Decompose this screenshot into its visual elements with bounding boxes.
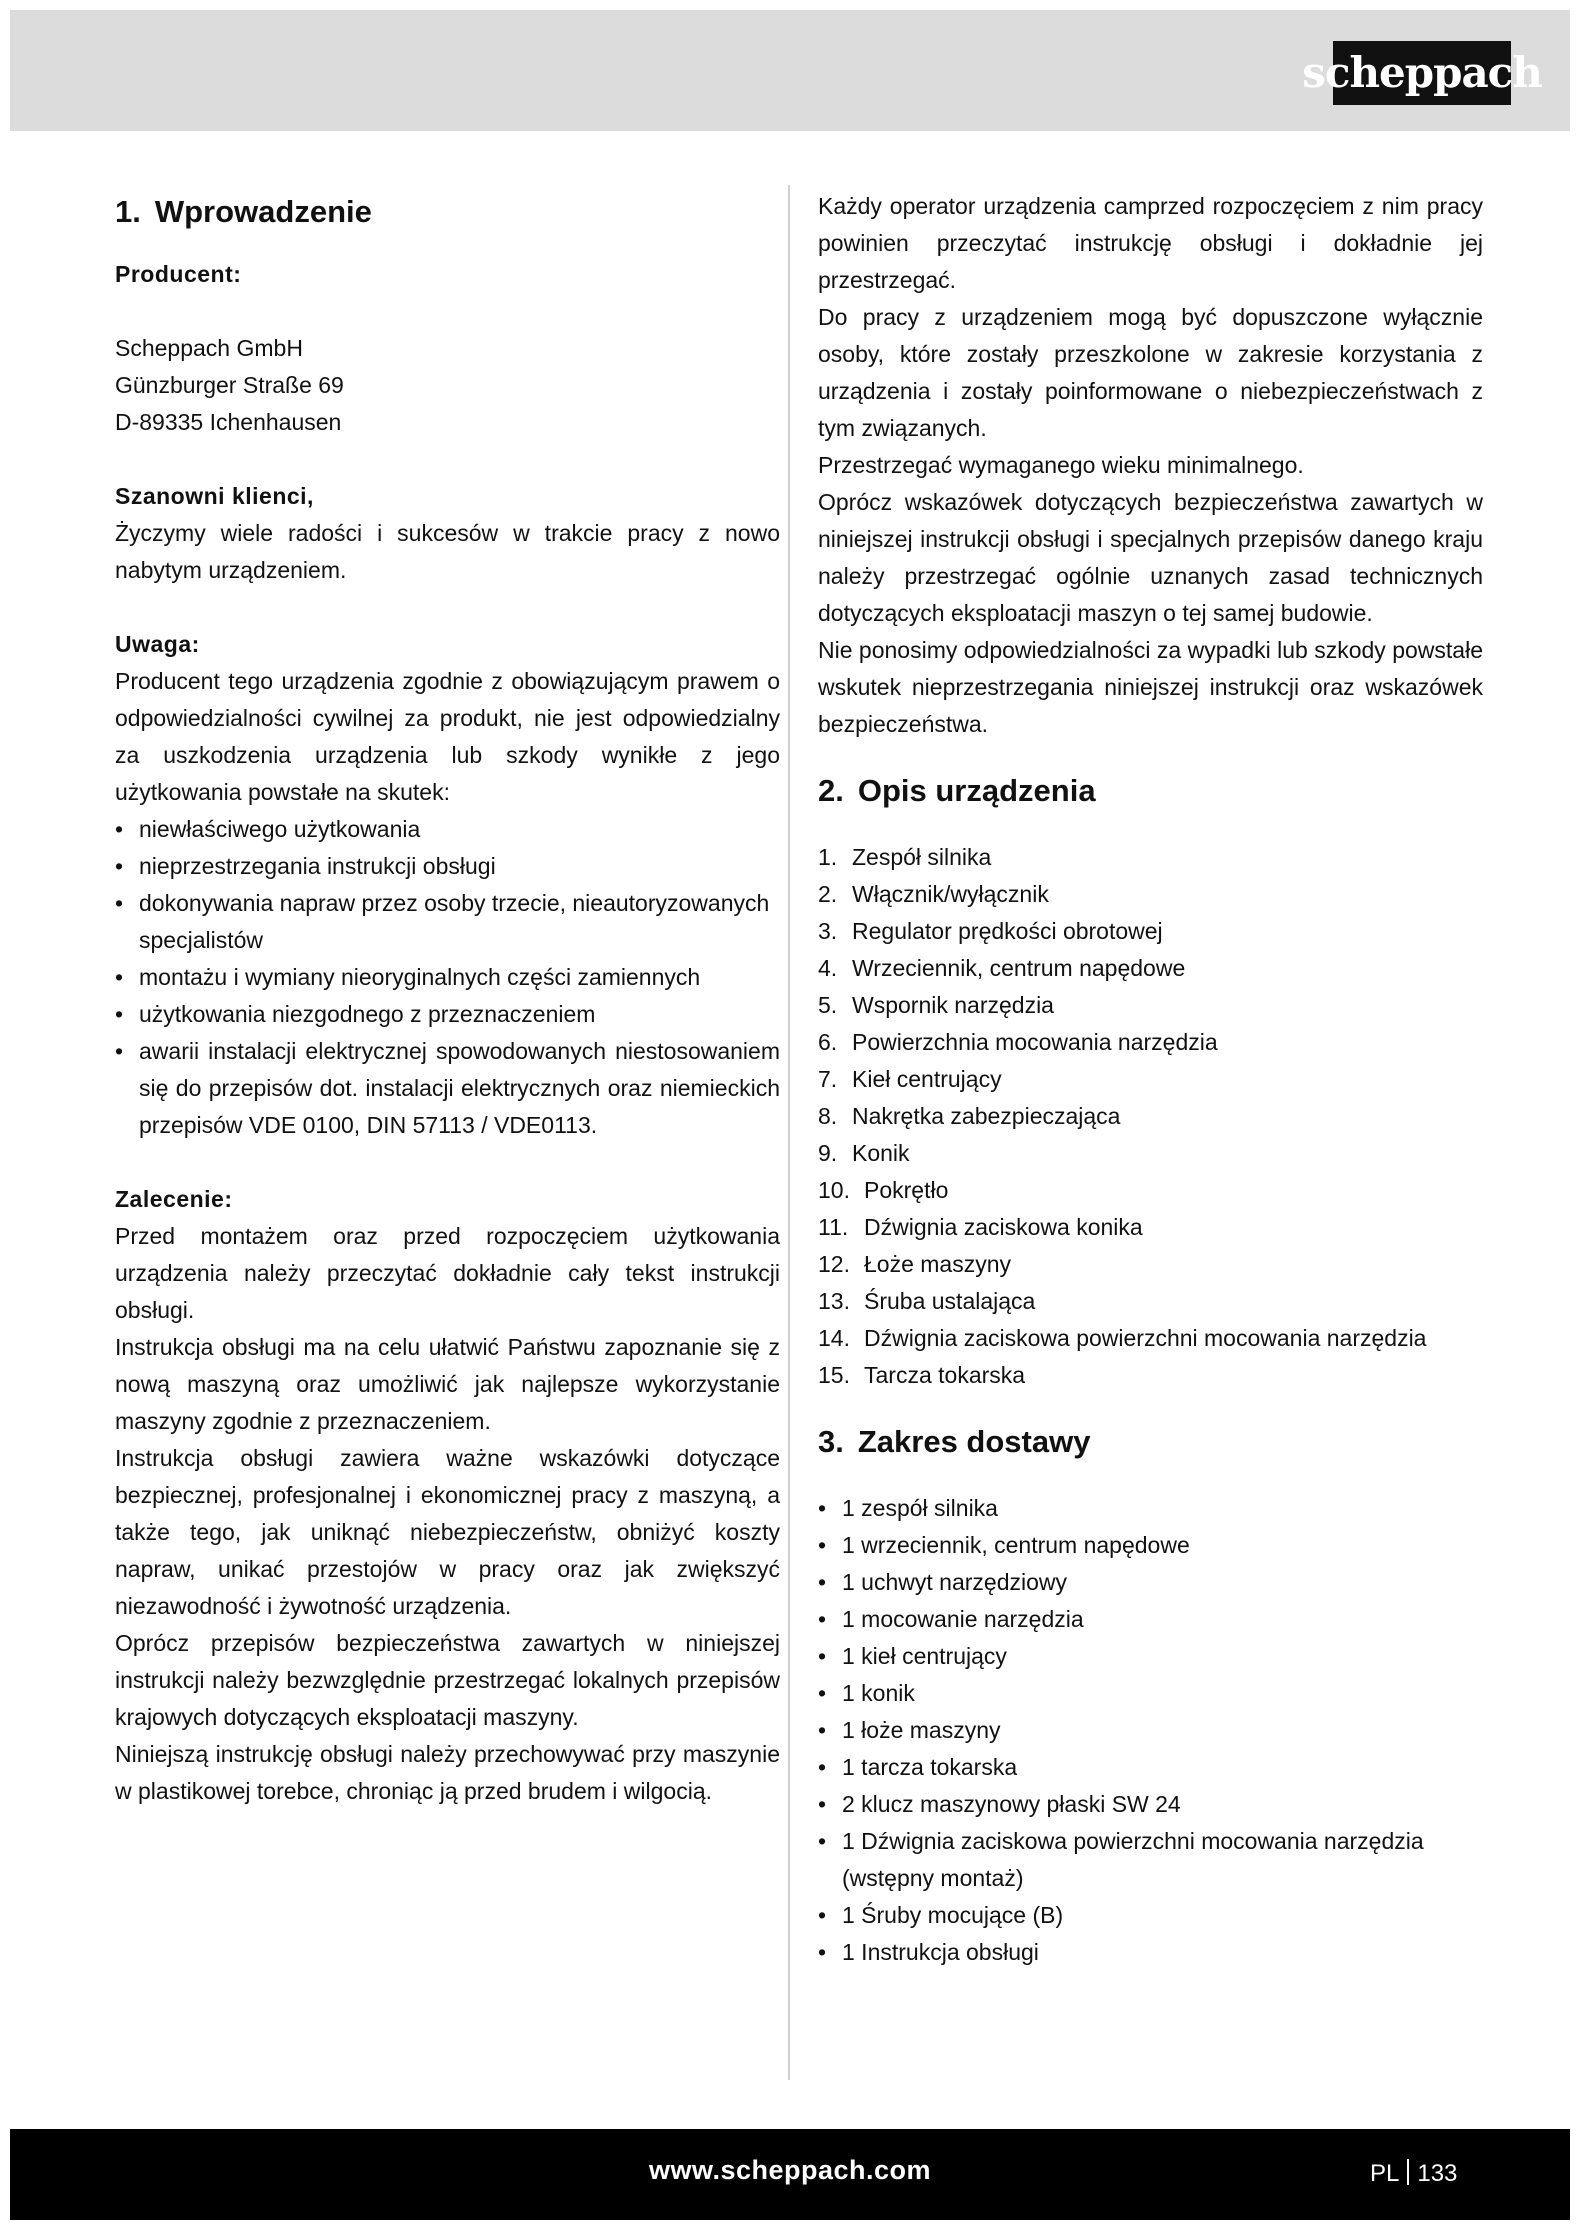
list-item: • dokonywania napraw przez osoby trzecie, nieautoryzowanych specjalistów xyxy=(115,885,780,959)
list-item: • montażu i wymiany nieoryginalnych części zamiennych xyxy=(115,959,780,996)
intro-paragraph: Oprócz wskazówek dotyczących bezpieczeństwa zawartych w niniejszej instrukcji obsługi i specjalnych przepisów danego kraju należy przestrzegać ogólnie uznanych zasad technicznych dotyczących eksploatacji maszyn o tej samej budowie. xyxy=(818,489,1483,626)
note-bullet-list xyxy=(115,811,780,1144)
note-label: Uwaga: xyxy=(115,631,200,657)
intro-paragraph: Przestrzegać wymaganego wieku minimalnego. xyxy=(818,452,1304,478)
page-number: PL 133 xyxy=(1370,2160,1458,2187)
recommendation-paragraph: Instrukcja obsługi ma na celu ułatwić Państwu zapoznanie się z nową maszyną oraz umożliwić jak najlepsze wykorzystanie maszyny zgodnie z przeznaczeniem. xyxy=(115,1334,780,1434)
recommendation-paragraph: Oprócz przepisów bezpieczeństwa zawartych w niniejszej instrukcji należy bezwzględnie przestrzegać lokalnych przepisów krajowych dotyczących eksploatacji maszyny. xyxy=(115,1630,780,1730)
footer-band xyxy=(10,2129,1570,2220)
section-1-heading: 1. Wprowadzenie xyxy=(115,194,372,229)
list-item: • awarii instalacji elektrycznej spowodowanych niestosowaniem się do przepisów dot. instalacji elektrycznych oraz niemieckich przepisów VDE 0100, DIN 57113 / VDE0113. xyxy=(115,1033,780,1144)
list-item: 1. Zespół silnika xyxy=(818,844,992,870)
list-item: • 1 zespół silnika xyxy=(818,1490,1483,1527)
intro-paragraph: Do pracy z urządzeniem mogą być dopuszczone wyłącznie osoby, które zostały przeszkolone w zakresie korzystania z urządzenia i zostały poinformowane o niebezpieczeństwach z tym związanych. xyxy=(818,304,1483,441)
list-item: 8. Nakrętka zabezpieczająca xyxy=(818,1103,1121,1129)
producer-label: Producent: xyxy=(115,261,242,287)
intro-paragraph: Każdy operator urządzenia camprzed rozpoczęciem z nim pracy powinien przeczytać instrukcję obsługi i dokładnie jej przestrzegać. xyxy=(818,193,1483,293)
list-item: • 1 uchwyt narzędziowy xyxy=(818,1564,1483,1601)
list-item: • 1 konik xyxy=(818,1675,1483,1712)
dear-customers-text: Życzymy wiele radości i sukcesów w trakcie pracy z nowo nabytym urządzeniem. xyxy=(115,520,780,583)
intro-paragraph: Nie ponosimy odpowiedzialności za wypadki lub szkody powstałe wskutek nieprzestrzegania niniejszej instrukcji oraz wskazówek bezpieczeństwa. xyxy=(818,637,1483,737)
note-text: Producent tego urządzenia zgodnie z obowiązującym prawem o odpowiedzialności cywilnej za produkt, nie jest odpowiedzialny za uszkodzenia urządzenia lub szkody wynikłe z jego użytkowania powstałe na skutek: xyxy=(115,668,780,805)
list-item: 10. Pokrętło xyxy=(818,1177,949,1203)
list-item: • 1 łoże maszyny xyxy=(818,1712,1483,1749)
list-item: • 2 klucz maszynowy płaski SW 24 xyxy=(818,1786,1483,1823)
list-item: 15. Tarcza tokarska xyxy=(818,1362,1026,1388)
list-item: 9. Konik xyxy=(818,1140,910,1166)
list-item: • 1 Dźwignia zaciskowa powierzchni mocowania narzędzia (wstępny montaż) xyxy=(818,1823,1483,1897)
section-2-heading: 2. Opis urządzenia xyxy=(818,773,1096,808)
recommendation-paragraph: Instrukcja obsługi zawiera ważne wskazówki dotyczące bezpiecznej, profesjonalnej i ekonomicznej pracy z maszyną, a także tego, jak uniknąć niebezpieczeństw, obniżyć koszty napraw, unikać przestojów w pracy oraz jak zwiększyć niezawodność i żywotność urządzenia. xyxy=(115,1445,780,1619)
delivery-list xyxy=(818,1490,1483,1971)
recommendation-label: Zalecenie: xyxy=(115,1186,233,1212)
list-item: 12. Łoże maszyny xyxy=(818,1251,1012,1277)
list-item: • 1 wrzeciennik, centrum napędowe xyxy=(818,1527,1483,1564)
list-item: 11. Dźwignia zaciskowa konika xyxy=(818,1214,1143,1240)
list-item: 7. Kieł centrujący xyxy=(818,1066,1002,1092)
footer-url: www.scheppach.com xyxy=(648,2155,932,2185)
list-item: • 1 Instrukcja obsługi xyxy=(818,1934,1483,1971)
list-item: 2. Włącznik/wyłącznik xyxy=(818,881,1049,907)
left-column xyxy=(115,188,780,1810)
list-item: 13. Śruba ustalająca xyxy=(818,1288,1036,1314)
list-item: • nieprzestrzegania instrukcji obsługi xyxy=(115,848,780,885)
section-3-heading: 3. Zakres dostawy xyxy=(818,1424,1091,1459)
list-item: • 1 mocowanie narzędzia xyxy=(818,1601,1483,1638)
list-item: 3. Regulator prędkości obrotowej xyxy=(818,918,1163,944)
list-item: • niewłaściwego użytkowania xyxy=(115,811,780,848)
producer-address: Scheppach GmbH Günzburger Straße 69 D-89335 Ichenhausen xyxy=(115,335,344,435)
column-divider xyxy=(788,185,790,2080)
scheppach-logo: scheppach xyxy=(1333,41,1511,105)
list-item: 5. Wspornik narzędzia xyxy=(818,992,1054,1018)
list-item: 4. Wrzeciennik, centrum napędowe xyxy=(818,955,1186,981)
list-item: 14. Dźwignia zaciskowa powierzchni mocowania narzędzia xyxy=(818,1325,1427,1351)
right-column xyxy=(818,188,1483,1971)
list-item: • użytkowania niezgodnego z przeznaczeniem xyxy=(115,996,780,1033)
list-item: 6. Powierzchnia mocowania narzędzia xyxy=(818,1029,1218,1055)
list-item: • 1 kieł centrujący xyxy=(818,1638,1483,1675)
recommendation-paragraph: Niniejszą instrukcję obsługi należy przechowywać przy maszynie w plastikowej torebce, chroniąc ją przed brudem i wilgocią. xyxy=(115,1741,780,1804)
list-item: • 1 tarcza tokarska xyxy=(818,1749,1483,1786)
list-item: • 1 Śruby mocujące (B) xyxy=(818,1897,1483,1934)
parts-list xyxy=(818,839,1483,1394)
recommendation-paragraph: Przed montażem oraz przed rozpoczęciem użytkowania urządzenia należy przeczytać dokładnie cały tekst instrukcji obsługi. xyxy=(115,1223,780,1323)
dear-customers-label: Szanowni klienci, xyxy=(115,483,314,509)
